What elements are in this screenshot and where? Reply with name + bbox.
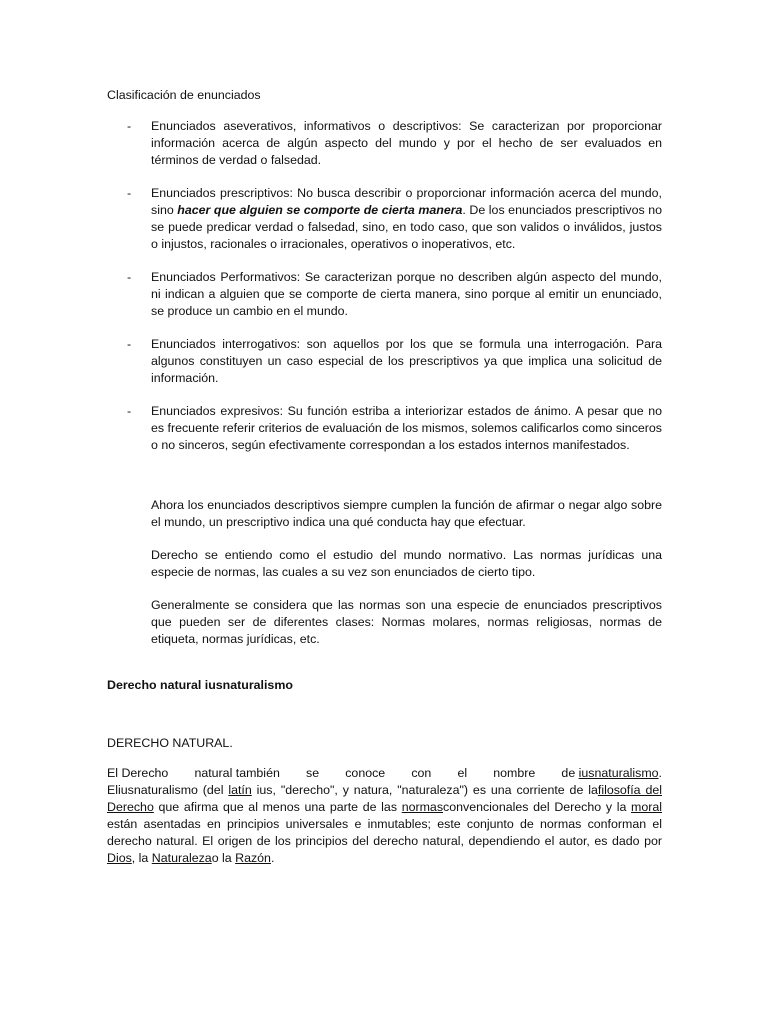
word: nombre [493, 766, 536, 780]
list-item [0, 118, 768, 169]
body-paragraph [107, 782, 662, 867]
body-text: Eliusnaturalismo (del [107, 783, 229, 797]
section-heading: Derecho natural iusnaturalismo [107, 678, 293, 692]
word: se [306, 766, 320, 780]
word: de [561, 766, 579, 780]
body-text: , la [131, 851, 152, 865]
paragraph-block [151, 497, 662, 664]
section-subheading: DERECHO NATURAL. [107, 736, 233, 750]
body-text-block [107, 765, 662, 867]
list-item [0, 336, 768, 387]
bullet-dash: - [127, 337, 132, 351]
bullet-dash: - [127, 404, 132, 418]
link-naturaleza[interactable]: Naturaleza [151, 851, 212, 865]
paragraph: Ahora los enunciados descriptivos siempre cumplen la función de afirmar o negar algo sobre el mundo, un prescriptivo indica una qué conducta hay que efectuar. [151, 498, 662, 529]
body-text: que afirma que al menos una parte de las [153, 800, 402, 814]
first-line [107, 765, 662, 782]
link-iusnaturalismo[interactable]: iusnaturalismo [578, 766, 659, 780]
punctuation: . [270, 851, 275, 865]
punctuation: . [658, 766, 662, 780]
body-text: ius, "derecho", y natura, "naturaleza") es una corriente de la [251, 783, 598, 797]
body-text: convencionales del Derecho y la [443, 800, 632, 814]
link-filosofia-del-derecho[interactable]: filosofía del Derecho [107, 783, 662, 814]
paragraph: Generalmente se considera que las normas son una especie de enunciados prescriptivos que pueden ser de diferentes clases: Normas molares, normas religiosas, normas de etiqueta, normas jurídicas, etc. [151, 598, 662, 646]
word: con [411, 766, 432, 780]
bullet-dash: - [127, 186, 132, 200]
list-item [0, 269, 768, 320]
bullet-text: Enunciados Performativos: Se caracterizan porque no describen algún aspecto del mundo, ni indican a alguien que se comporte de cierta manera, sino porque al emitir un enunciado, se produce un cambio en el mundo. [151, 270, 662, 318]
word: natural también [194, 766, 280, 780]
bullet-text: Enunciados interrogativos: son aquellos por los que se formula una interrogación. Para algunos constituyen un caso especial de los prescriptivos ya que implica una solicitud de información. [151, 337, 662, 385]
emphasis-text: hacer que alguien se comporte de cierta manera [177, 203, 463, 217]
bullet-text-pre: Enunciados prescriptivos: No busca describir o proporcionar información acerca del mundo, sino [151, 186, 662, 217]
bullet-text [151, 185, 662, 253]
bullet-dash: - [127, 119, 132, 133]
link-dios[interactable]: Dios [107, 851, 132, 865]
link-moral[interactable]: moral [631, 800, 662, 814]
link-latin[interactable]: latín [228, 783, 252, 797]
link-razon[interactable]: Razón [235, 851, 271, 865]
list-item [0, 185, 768, 253]
bullet-list [0, 118, 768, 470]
document-title: Clasificación de enunciados [107, 88, 261, 102]
word: El Derecho [107, 766, 169, 780]
body-text: están asentadas en principios universales e inmutables; este conjunto de normas conforman el derecho natural. El origen de los principios del derecho natural, dependiendo el autor, es dado por [107, 817, 662, 848]
body-text: o la [211, 851, 236, 865]
word: el [457, 766, 468, 780]
link-normas[interactable]: normas [401, 800, 444, 814]
bullet-text-post: . De los enunciados prescriptivos no se puede predicar verdad o falsedad, sino, en todo caso, que son validos o inválidos, justos o injustos, racionales o irracionales, operativos o inoperativos, etc. [151, 203, 662, 251]
list-item [0, 403, 768, 454]
paragraph: Derecho se entiendo como el estudio del mundo normativo. Las normas jurídicas una especie de normas, las cuales a su vez son enunciados de cierto tipo. [151, 548, 662, 579]
bullet-text: Enunciados aseverativos, informativos o descriptivos: Se caracterizan por proporcionar información acerca de algún aspecto del mundo y por el hecho de ser evaluados en términos de verdad o falsedad. [151, 119, 662, 167]
bullet-text: Enunciados expresivos: Su función estriba a interiorizar estados de ánimo. A pesar que no es frecuente referir criterios de evaluación de los mismos, solemos calificarlos como sinceros o no sinceros, según efectivamente correspondan a los estados internos manifestados. [151, 404, 662, 452]
word: conoce [345, 766, 386, 780]
word-group [561, 765, 662, 782]
bullet-dash: - [127, 270, 132, 284]
